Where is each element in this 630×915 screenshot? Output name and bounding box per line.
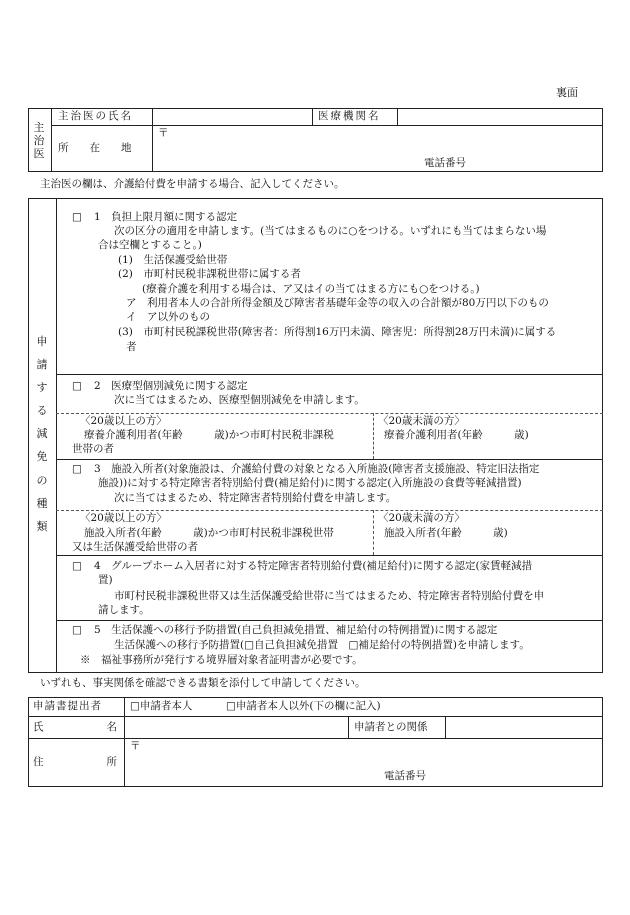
item4-title-2: 置) — [98, 574, 113, 586]
item3-minor-text: 施設入所者(年齢 歳) — [384, 527, 508, 539]
item5-title: 5 生活保護への移行予防措置(自己負担減免措置、補足給付の特例措置)に関する認定 — [94, 624, 498, 636]
item5-desc[interactable]: 生活保護への移行予防措置(□自己負担減免措置 □補足給付の特例措置)を申請します。 — [114, 639, 530, 651]
page-side-label: 裏面 — [556, 86, 578, 99]
relation-label: 申請者との関係 — [354, 721, 428, 733]
item4-desc: 市町村民税非課税世帯又は生活保護受給世帯に当てはまるため、特定障害者特別給付費を申 — [114, 590, 545, 602]
relation-field[interactable] — [447, 718, 601, 736]
applicant-address-field[interactable] — [126, 740, 601, 785]
applicant-name-field[interactable] — [126, 718, 346, 736]
item3-desc: 次に当てはまるため、特定障害者特別給付費を申請します。 — [114, 492, 397, 504]
item2-minor-text: 療養介護利用者(年齢 歳) — [384, 429, 529, 441]
item5-note: ※ 福祉事務所が発行する境界層対象者証明書が必要です。 — [80, 654, 363, 666]
item4-desc-2: 請します。 — [98, 604, 150, 616]
item3-checkbox[interactable]: □ — [72, 463, 82, 475]
submitter-other-checkbox[interactable]: □申請者本人以外(下の欄に記入) — [226, 700, 381, 712]
item5-checkbox[interactable]: □ — [72, 624, 82, 636]
item1-option-2-note: (療養介護を利用する場合は、ア又はイの当てはまる方にも○をつける。) — [142, 283, 480, 295]
item1-desc: 次の区分の適用を申請します。(当てはまるものに○をつける。いずれにも当てはまらない場 — [114, 225, 547, 237]
postal-mark: 〒 — [158, 127, 169, 139]
item1-option-3[interactable]: (3) 市町村民税課税世帯(障害者：所得割16万円未満、障害児：所得割28万円未満)に属する — [118, 326, 557, 338]
item3-adult-heading: 〈20歳以上の方〉 — [80, 512, 167, 524]
item2-adult-text-2: 世帯の者 — [72, 443, 114, 455]
item3-adult-text-2: 又は生活保護受給世帯の者 — [72, 541, 198, 553]
item3-title-2: 施設))に対する特定障害者特別給付費(補足給付)に関する認定(入所施設の食費等軽減措置) — [98, 477, 522, 489]
reduction-footer-note: いずれも、事実関係を確認できる書類を添付して申請してください。 — [40, 677, 366, 689]
applicant-name-label: 氏 名 — [33, 721, 117, 733]
doctor-note: 主治医の欄は、介護給付費を申請する場合、記入してください。 — [40, 178, 345, 190]
applicant-address-label: 住 所 — [33, 756, 117, 768]
item1-checkbox[interactable]: □ — [72, 211, 82, 223]
item2-checkbox[interactable]: □ — [72, 380, 82, 392]
institution-field[interactable] — [399, 109, 601, 124]
item2-adult-text: 療養介護利用者(年齢 歳)かつ市町村民税非課税 — [84, 429, 334, 441]
applicant-phone-label: 電話番号 — [384, 770, 426, 782]
item1-option-1[interactable]: (1) 生活保護受給世帯 — [118, 254, 228, 266]
institution-label: 医療機関名 — [318, 110, 381, 122]
item1-option-2i[interactable]: イ ア以外のもの — [126, 311, 210, 323]
item2-desc: 次に当てはまるため、医療型個別減免を申請します。 — [114, 394, 365, 406]
item3-adult-text: 施設入所者(年齢 歳)かつ市町村民税非課税世帯 — [84, 527, 334, 539]
reduction-side-label: 申 請 す る 減 免 の 種 類 — [36, 335, 48, 533]
item2-title: 2 医療型個別減免に関する認定 — [94, 380, 248, 392]
item3-minor-heading: 〈20歳未満の方〉 — [378, 512, 465, 524]
item1-title: 1 負担上限月額に関する認定 — [94, 211, 238, 223]
doctor-name-field[interactable] — [154, 109, 311, 124]
applicant-postal-mark: 〒 — [130, 740, 141, 752]
doctor-phone-label: 電話番号 — [424, 157, 466, 169]
item2-adult-heading: 〈20歳以上の方〉 — [80, 415, 167, 427]
doctor-address-field[interactable] — [154, 127, 601, 170]
item1-option-2a[interactable]: ア 利用者本人の合計所得金額及び障害者基礎年金等の収入の合計額が80万円以下のもの — [126, 297, 549, 309]
item1-desc-2: 合は空欄とすること。) — [98, 239, 202, 251]
item3-title: 3 施設入所者(対象施設は、介護給付費の対象となる入所施設(障害者支援施設、特定旧法指定 — [94, 463, 540, 475]
item1-option-2[interactable]: (2) 市町村民税非課税世帯に属する者 — [118, 268, 301, 280]
submitter-self-checkbox[interactable]: □申請者本人 — [130, 700, 193, 712]
doctor-name-label: 主治医の氏名 — [58, 110, 133, 122]
item4-title: 4 グループホーム入居者に対する特定障害者特別給付費(補足給付)に関する認定(家賃軽減措 — [94, 560, 533, 572]
item2-minor-heading: 〈20歳未満の方〉 — [378, 415, 465, 427]
doctor-side-label: 主 治 医 — [33, 121, 45, 161]
doctor-address-label: 所 在 地 — [58, 142, 132, 154]
item1-option-3-cont: 者 — [126, 341, 137, 353]
submitter-label: 申請書提出者 — [33, 700, 102, 712]
item4-checkbox[interactable]: □ — [72, 560, 82, 572]
